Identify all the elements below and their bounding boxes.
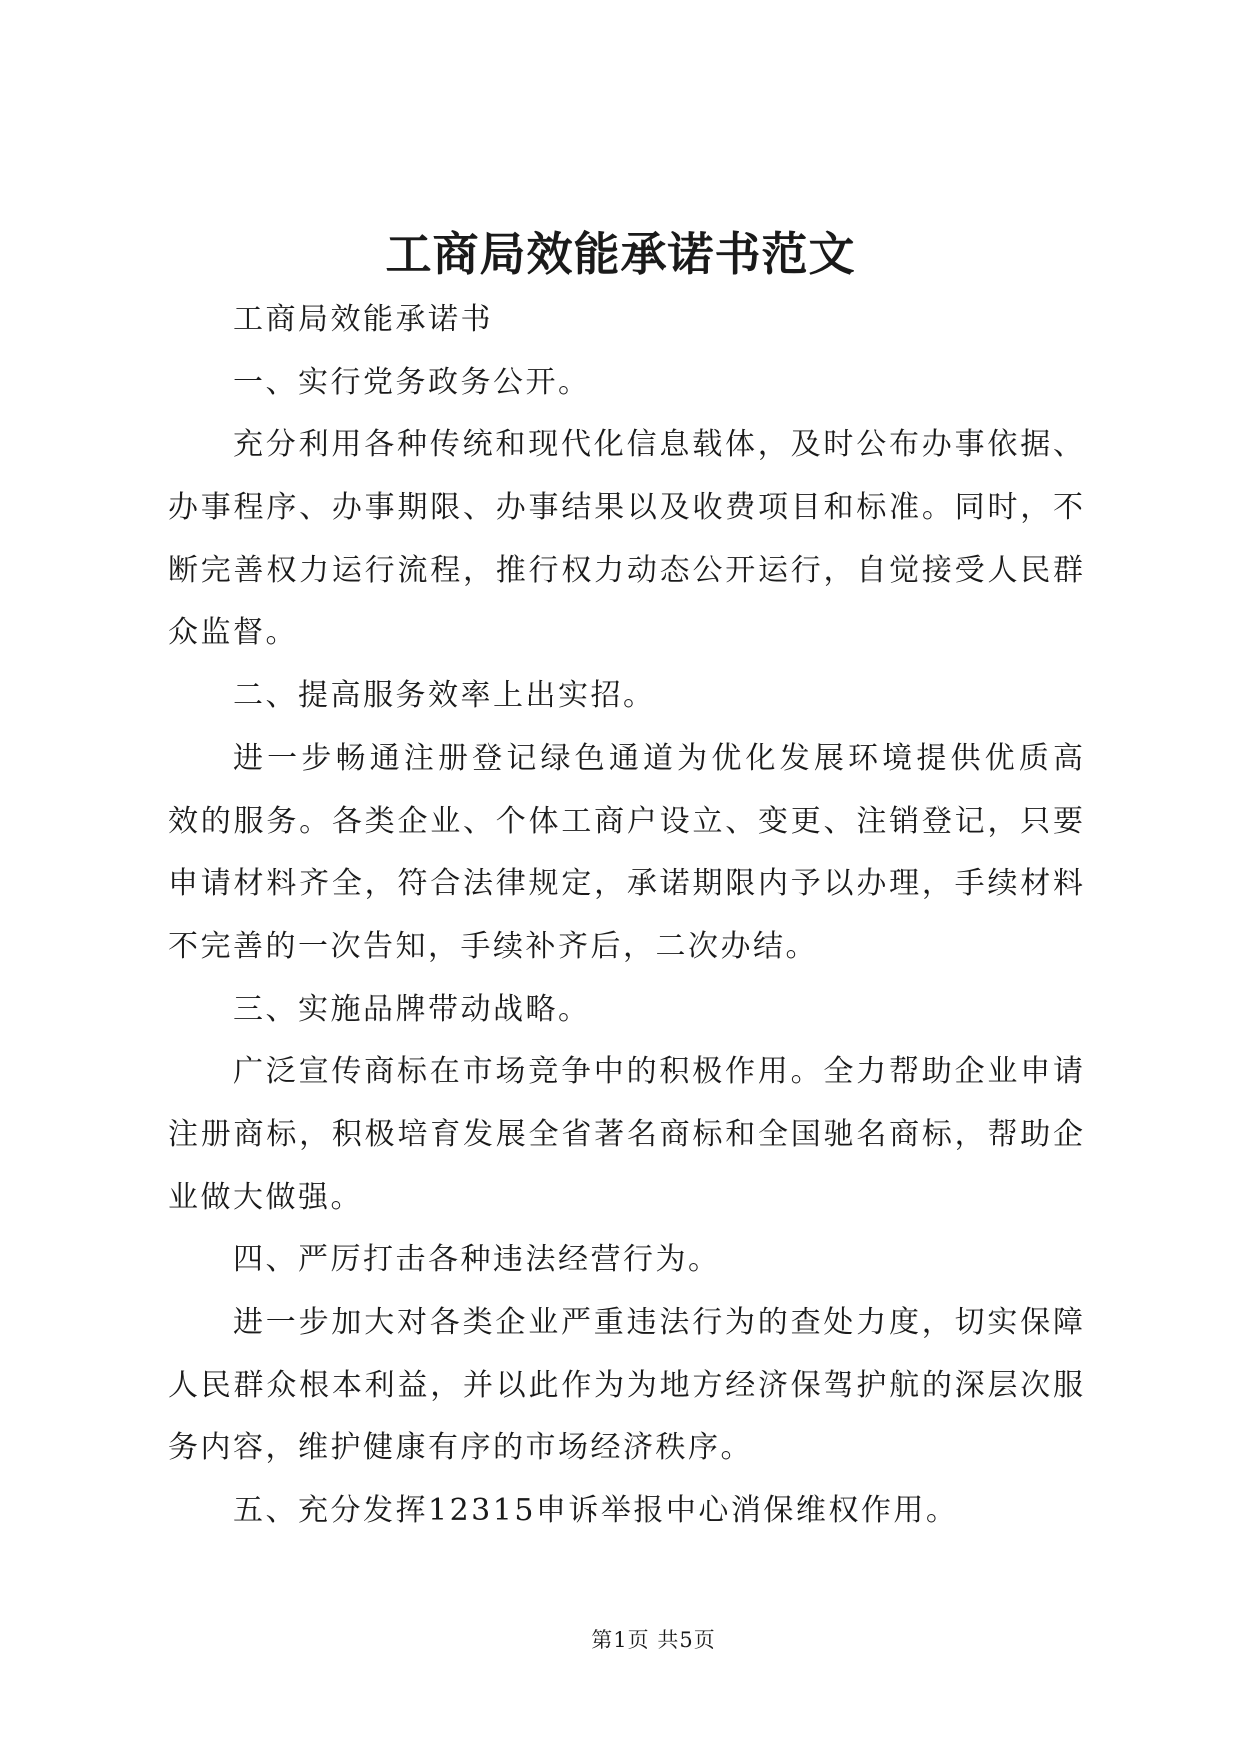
page-number-label: 第1页 共5页 — [591, 1628, 716, 1652]
text-line: 进一步加大对各类企业严重违法行为的查处力度，切实保障 — [233, 1305, 1083, 1340]
section-heading-3 — [168, 979, 1083, 1042]
paragraph-heading — [168, 289, 1083, 352]
text-line: 二、提高服务效率上出实招。 — [233, 678, 656, 714]
page-footer — [0, 1625, 1241, 1655]
paragraph — [168, 728, 1083, 979]
text-line: 断完善权力运行流程，推行权力动态公开运行，自觉接受人民群 — [168, 552, 1083, 588]
document-body — [168, 289, 1083, 1543]
section-heading-2 — [168, 665, 1083, 728]
section-heading-1 — [168, 352, 1083, 415]
paragraph — [168, 1041, 1083, 1229]
paragraph — [168, 414, 1083, 665]
section-heading-5 — [168, 1480, 1083, 1543]
text-line: 三、实施品牌带动战略。 — [233, 991, 591, 1027]
text-line: 广泛宣传商标在市场竞争中的积极作用。全力帮助企业申请 — [233, 1054, 1083, 1090]
text-line: 务内容，维护健康有序的市场经济秩序。 — [168, 1430, 753, 1466]
text-line: 不完善的一次告知，手续补齐后，二次办结。 — [168, 928, 818, 964]
text-line: 人民群众根本利益，并以此作为为地方经济保驾护航的深层次服 — [168, 1367, 1083, 1403]
text-line: 四、严厉打击各种违法经营行为。 — [233, 1242, 721, 1278]
text-line: 工商局效能承诺书 — [233, 302, 493, 337]
text-line: 充分利用各种传统和现代化信息载体，及时公布办事依据、 — [233, 427, 1083, 463]
paragraph — [168, 1292, 1083, 1480]
text-line: 效的服务。各类企业、个体工商户设立、变更、注销登记，只要 — [168, 803, 1083, 839]
section-heading-4 — [168, 1229, 1083, 1292]
text-line: 一、实行党务政务公开。 — [233, 364, 591, 400]
text-line: 业做大做强。 — [168, 1179, 363, 1215]
document-title: 工商局效能承诺书范文 — [385, 227, 856, 281]
text-line: 进一步畅通注册登记绿色通道为优化发展环境提供优质高 — [233, 740, 1083, 776]
text-line: 申请材料齐全，符合法律规定，承诺期限内予以办理，手续材料 — [168, 866, 1083, 902]
text-line: 众监督。 — [168, 615, 298, 651]
text-line: 办事程序、办事期限、办事结果以及收费项目和标准。同时，不 — [168, 490, 1083, 526]
text-line: 注册商标，积极培育发展全省著名商标和全国驰名商标，帮助企 — [168, 1116, 1083, 1152]
text-line: 五、充分发挥12315申诉举报中心消保维权作用。 — [233, 1493, 959, 1529]
